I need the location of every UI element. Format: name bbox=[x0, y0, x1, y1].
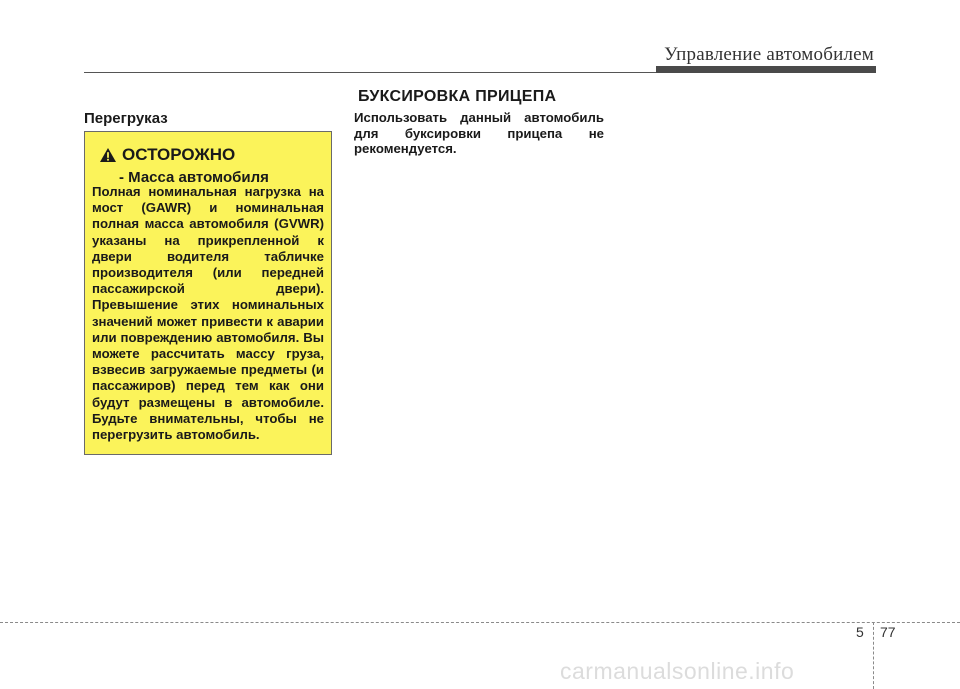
warning-title-row bbox=[99, 145, 235, 165]
page-header-title: Управление автомобилем bbox=[664, 44, 874, 65]
chapter-number: 5 bbox=[856, 624, 864, 640]
right-body-text: Использовать данный автомобиль для буксировки прицепа не рекомендуется. bbox=[354, 110, 604, 156]
header-rule-thick bbox=[656, 66, 876, 73]
section-title: БУКСИРОВКА ПРИЦЕПА bbox=[358, 88, 557, 105]
warning-box bbox=[84, 131, 332, 455]
left-heading: Перегруказ bbox=[84, 110, 168, 127]
warning-title: ОСТОРОЖНО bbox=[122, 145, 236, 164]
warning-triangle-icon bbox=[99, 147, 117, 163]
warning-body: Полная номинальная нагрузка на мост (GAWR) и номинальная полная масса автомобиля (GVWR) указаны на прикрепленной к двери водителя табличке производителя (или передней пассажирской двери). Превышение этих номинальных значений может привести к аварии или повреждению автомобиля. Вы можете рассчитать массу груза, взвесив загружаемые предметы (и пассажиров) перед тем как они будут размещены в автомобиле. Будьте внимательны, чтобы не перегрузить автомобиль. bbox=[92, 184, 324, 443]
footer-rule bbox=[0, 622, 960, 623]
watermark: carmanualsonline.info bbox=[560, 658, 795, 684]
page-number: 77 bbox=[880, 624, 896, 640]
footer-divider bbox=[873, 622, 874, 689]
warning-subtitle: - Масса автомобиля bbox=[119, 169, 269, 186]
